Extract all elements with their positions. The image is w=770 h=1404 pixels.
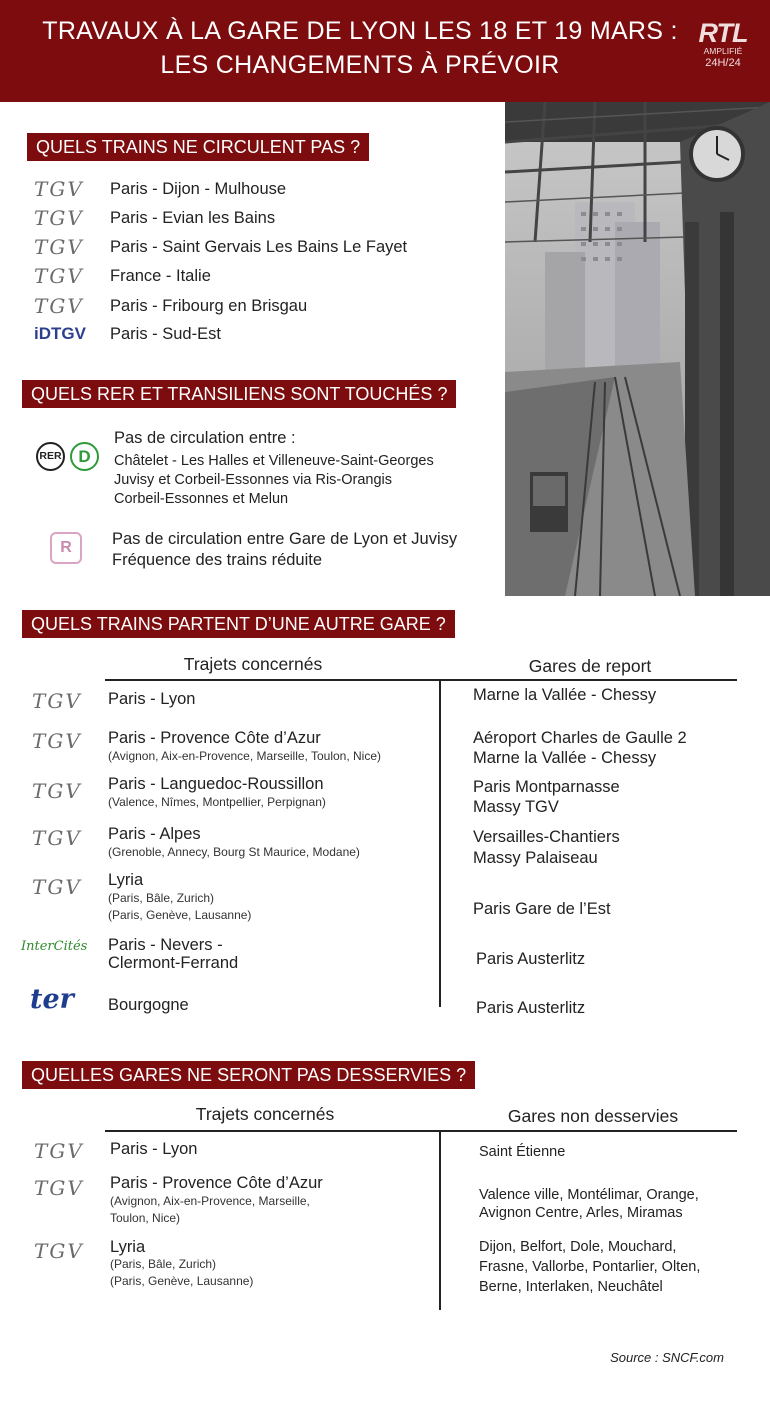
source-credit: Source : SNCF.com xyxy=(610,1350,724,1365)
column-divider xyxy=(439,681,441,1007)
route-details: (Paris, Genève, Lausanne) xyxy=(108,908,252,922)
cancelled-route: Paris - Saint Gervais Les Bains Le Fayet xyxy=(110,238,408,256)
tgv-logo: TGV xyxy=(32,826,82,850)
rtl-logo-name: RTL xyxy=(698,18,748,48)
section-title-stations-not-served: QUELLES GARES NE SERONT PAS DESSERVIES ? xyxy=(22,1061,475,1089)
tgv-logo: TGV xyxy=(34,1176,84,1200)
cancelled-route: Paris - Fribourg en Brisgau xyxy=(110,297,308,315)
column-header-routes: Trajets concernés xyxy=(195,1104,335,1124)
route-details: (Grenoble, Annecy, Bourg St Maurice, Modane) xyxy=(108,845,360,859)
ter-logo: ter xyxy=(30,984,74,1015)
cancelled-route: France - Italie xyxy=(110,267,211,285)
tgv-logo: TGV xyxy=(34,264,84,288)
route-details: (Paris, Bâle, Zurich) xyxy=(108,891,215,905)
unserved-stations: Dijon, Belfort, Dole, Mouchard, xyxy=(479,1239,677,1255)
header-banner xyxy=(0,0,770,102)
table-divider xyxy=(105,679,737,681)
rer-heading: Pas de circulation entre : xyxy=(114,429,296,447)
tgv-logo: TGV xyxy=(34,206,84,230)
route-details: (Paris, Bâle, Zurich) xyxy=(110,1257,217,1271)
unserved-stations: Berne, Interlaken, Neuchâtel xyxy=(479,1279,663,1295)
report-station: Paris Gare de l’Est xyxy=(473,900,611,918)
route-details: (Paris, Genève, Lausanne) xyxy=(110,1274,254,1288)
transilien-affected-line: Pas de circulation entre Gare de Lyon et Juvisy xyxy=(112,530,458,548)
route-details: Toulon, Nice) xyxy=(110,1211,181,1225)
route-name: Paris - Lyon xyxy=(110,1140,198,1158)
tgv-logo: TGV xyxy=(34,1139,84,1163)
route-name: Paris - Languedoc-Roussillon xyxy=(108,775,324,793)
page-title xyxy=(30,14,690,82)
report-station: Aéroport Charles de Gaulle 2 xyxy=(473,729,687,747)
route-name: Paris - Lyon xyxy=(108,690,196,708)
cancelled-route: Paris - Sud-Est xyxy=(110,325,221,343)
unserved-stations: Avignon Centre, Arles, Miramas xyxy=(479,1205,683,1221)
tgv-logo: TGV xyxy=(32,729,82,753)
rer-icon: RER xyxy=(36,442,65,471)
tgv-logo: TGV xyxy=(32,689,82,713)
cancelled-route: Paris - Evian les Bains xyxy=(110,209,276,227)
rer-affected-line: Corbeil-Essonnes et Melun xyxy=(114,491,289,507)
route-name: Paris - Alpes xyxy=(108,825,201,843)
report-station: Massy TGV xyxy=(473,798,559,816)
tgv-logo: TGV xyxy=(34,1239,84,1263)
unserved-stations: Frasne, Vallorbe, Pontarlier, Olten, xyxy=(479,1259,701,1275)
title-line-1: TRAVAUX À LA GARE DE LYON LES 18 ET 19 MARS : xyxy=(42,17,678,45)
report-station: Paris Montparnasse xyxy=(473,778,620,796)
idtgv-logo: iDTGV xyxy=(34,324,86,343)
tgv-logo: TGV xyxy=(32,875,82,899)
route-name-continued: Clermont-Ferrand xyxy=(108,954,239,972)
route-details: (Avignon, Aix-en-Provence, Marseille, Toulon, Nice) xyxy=(108,749,382,763)
unserved-stations: Saint Étienne xyxy=(479,1144,566,1160)
report-station: Paris Austerlitz xyxy=(476,950,586,968)
column-header-routes: Trajets concernés xyxy=(183,654,323,674)
report-station: Marne la Vallée - Chessy xyxy=(473,749,657,767)
rtl-logo xyxy=(696,20,750,70)
route-details: (Valence, Nîmes, Montpellier, Perpignan) xyxy=(108,795,326,809)
column-header-report-stations: Gares de report xyxy=(528,656,652,676)
cancelled-route: Paris - Dijon - Mulhouse xyxy=(110,180,287,198)
route-name: Paris - Provence Côte d’Azur xyxy=(110,1174,323,1192)
rer-d-line-icon: D xyxy=(70,442,99,471)
section-title-other-station: QUELS TRAINS PARTENT D’UNE AUTRE GARE ? xyxy=(22,610,455,638)
route-name: Lyria xyxy=(110,1238,146,1256)
table-divider xyxy=(105,1130,737,1132)
tgv-logo: TGV xyxy=(32,779,82,803)
rtl-logo-tagline: AMPLIFIÉ xyxy=(703,46,743,56)
report-station: Paris Austerlitz xyxy=(476,999,586,1017)
column-divider xyxy=(439,1132,441,1310)
tgv-logo: TGV xyxy=(34,294,84,318)
report-station: Marne la Vallée - Chessy xyxy=(473,686,657,704)
train-station-photo xyxy=(505,102,770,596)
rtl-logo-hours: 24H/24 xyxy=(705,57,741,69)
section-title-cancelled-trains: QUELS TRAINS NE CIRCULENT PAS ? xyxy=(27,133,369,161)
unserved-stations: Valence ville, Montélimar, Orange, xyxy=(479,1187,699,1203)
route-name: Bourgogne xyxy=(108,996,189,1014)
route-name: Paris - Provence Côte d’Azur xyxy=(108,729,321,747)
tgv-logo: TGV xyxy=(34,235,84,259)
route-name: Lyria xyxy=(108,871,144,889)
report-station: Massy Palaiseau xyxy=(473,849,598,867)
report-station: Versailles-Chantiers xyxy=(473,828,620,846)
section-title-rer-transilien: QUELS RER ET TRANSILIENS SONT TOUCHÉS ? xyxy=(22,380,456,408)
intercites-logo: InterCités xyxy=(21,939,88,954)
route-details: (Avignon, Aix-en-Provence, Marseille, xyxy=(110,1194,310,1208)
column-header-unserved-stations: Gares non desservies xyxy=(507,1106,679,1126)
title-line-2: LES CHANGEMENTS À PRÉVOIR xyxy=(160,51,560,79)
rer-affected-line: Juvisy et Corbeil-Essonnes via Ris-Orangis xyxy=(114,472,393,488)
transilien-r-line-icon: R xyxy=(50,532,82,564)
transilien-affected-line: Fréquence des trains réduite xyxy=(112,551,323,569)
tgv-logo: TGV xyxy=(34,177,84,201)
rer-affected-line: Châtelet - Les Halles et Villeneuve-Saint-Georges xyxy=(114,453,434,469)
route-name: Paris - Nevers - xyxy=(108,936,223,954)
